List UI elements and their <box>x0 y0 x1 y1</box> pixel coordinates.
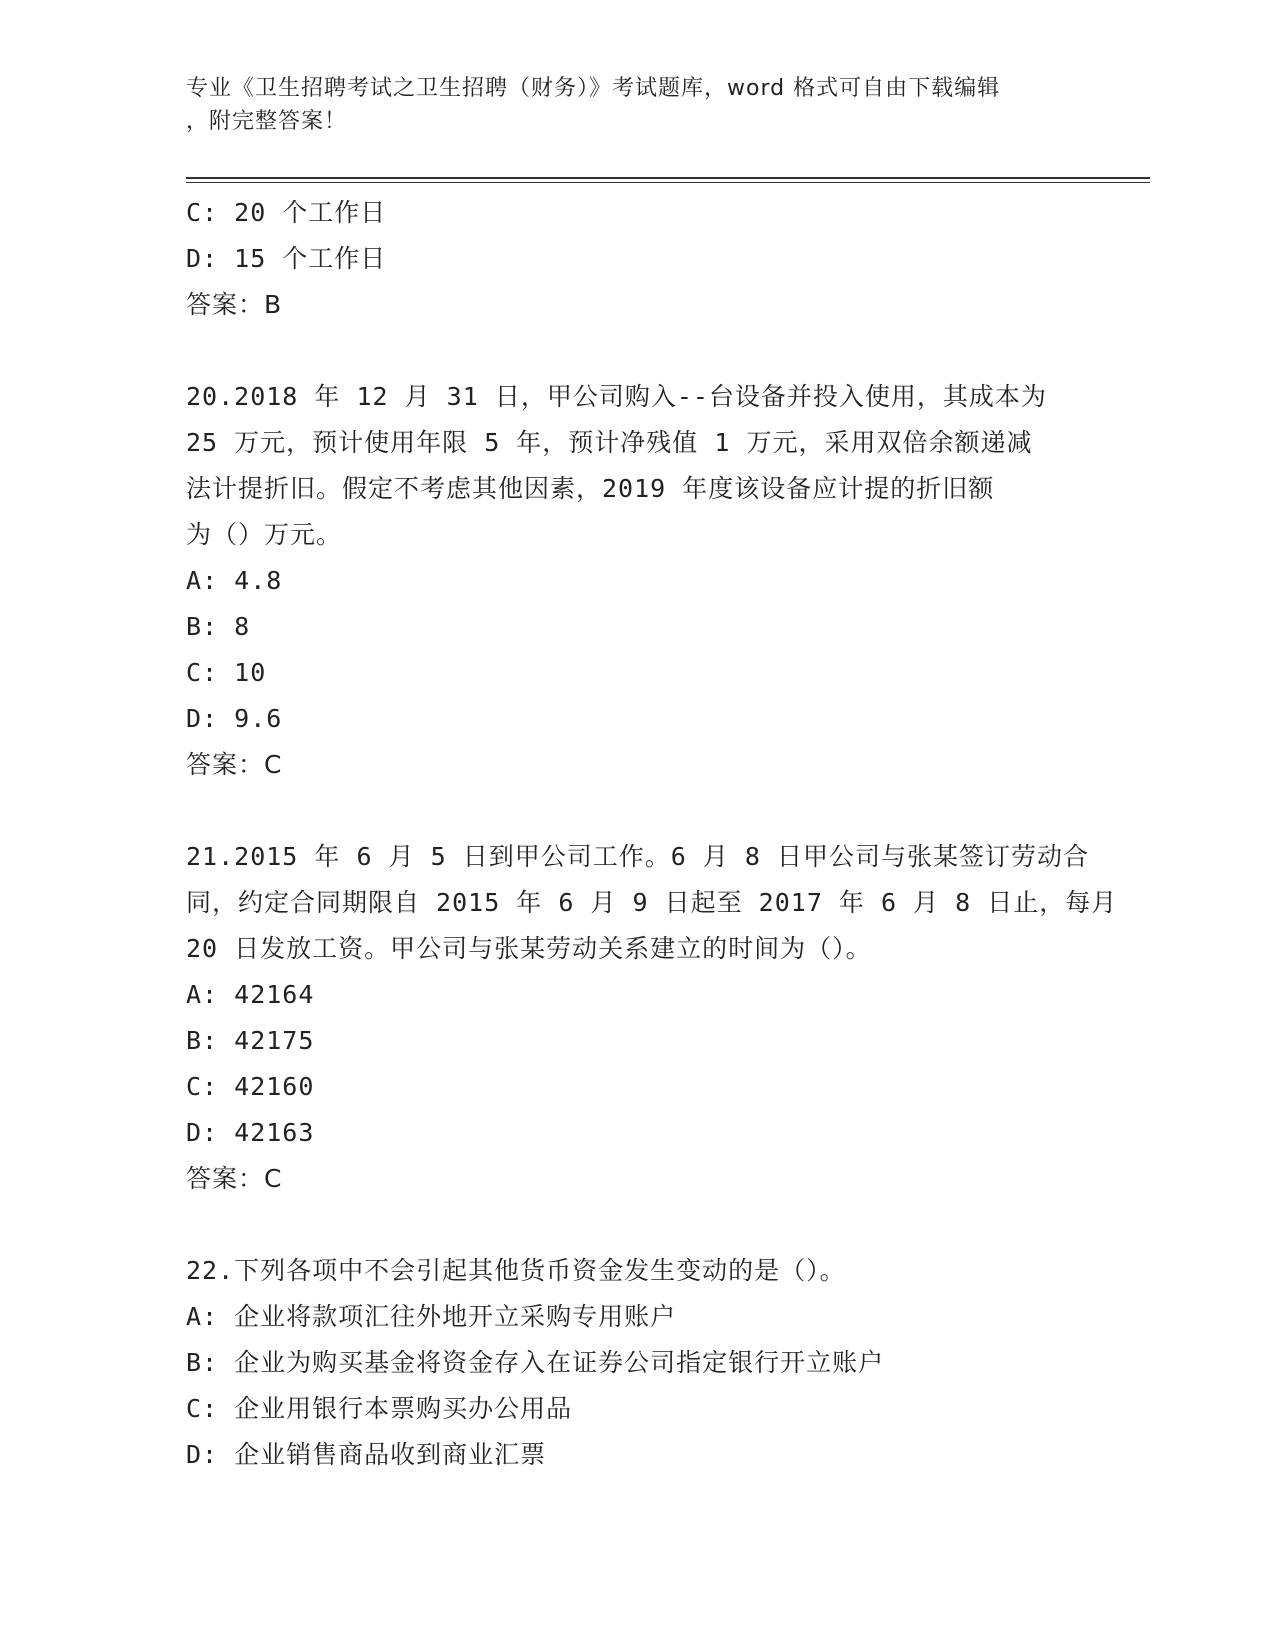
question-text-line: 法计提折旧。假定不考虑其他因素，2019 年度该设备应计提的折旧额 <box>186 474 995 503</box>
option-b: B: 8 <box>186 612 251 641</box>
answer: 答案：B <box>186 290 283 319</box>
question-text-line: 20 日发放工资。甲公司与张某劳动关系建立的时间为（）。 <box>186 934 872 963</box>
option-a: A: 42164 <box>186 980 315 1009</box>
spacer <box>186 328 1086 374</box>
option-d: D: 15 个工作日 <box>186 244 387 273</box>
question-text-line: 20.2018 年 12 月 31 日，甲公司购入--台设备并投入使用，其成本为 <box>186 382 1047 411</box>
document-header <box>186 72 1076 138</box>
question-20 <box>186 374 1086 788</box>
answer: 答案：C <box>186 1164 283 1193</box>
answer: 答案：C <box>186 750 283 779</box>
option-d: D: 企业销售商品收到商业汇票 <box>186 1440 547 1469</box>
question-text-line: 25 万元，预计使用年限 5 年，预计净残值 1 万元，采用双倍余额递减 <box>186 428 1033 457</box>
previous-question-tail <box>186 190 1086 328</box>
option-b: B: 企业为购买基金将资金存入在证券公司指定银行开立账户 <box>186 1348 885 1377</box>
option-c: C: 20 个工作日 <box>186 198 387 227</box>
question-text-line: 21.2015 年 6 月 5 日到甲公司工作。6 月 8 日甲公司与张某签订劳动合 <box>186 842 1089 871</box>
question-21 <box>186 834 1118 1202</box>
option-d: D: 42163 <box>186 1118 315 1147</box>
question-content <box>186 190 1118 1478</box>
header-line-2: ，附完整答案！ <box>186 109 348 134</box>
option-a: A: 企业将款项汇往外地开立采购专用账户 <box>186 1302 677 1331</box>
option-d: D: 9.6 <box>186 704 283 733</box>
spacer <box>186 788 1086 834</box>
question-text-line: 22.下列各项中不会引起其他货币资金发生变动的是（）。 <box>186 1256 846 1285</box>
header-line-1: 专业《卫生招聘考试之卫生招聘（财务）》考试题库，word 格式可自由下载编辑 <box>186 76 1001 101</box>
header-divider-thick <box>186 177 1150 179</box>
question-text-line: 同，约定合同期限自 2015 年 6 月 9 日起至 2017 年 6 月 8 日止，每月 <box>186 888 1118 917</box>
option-c: C: 42160 <box>186 1072 315 1101</box>
option-c: C: 10 <box>186 658 267 687</box>
spacer <box>186 1202 1086 1248</box>
question-text-line: 为（）万元。 <box>186 520 343 549</box>
question-22 <box>186 1248 1086 1478</box>
option-b: B: 42175 <box>186 1026 315 1055</box>
header-divider-thin <box>186 182 1150 183</box>
option-a: A: 4.8 <box>186 566 283 595</box>
option-c: C: 企业用银行本票购买办公用品 <box>186 1394 573 1423</box>
